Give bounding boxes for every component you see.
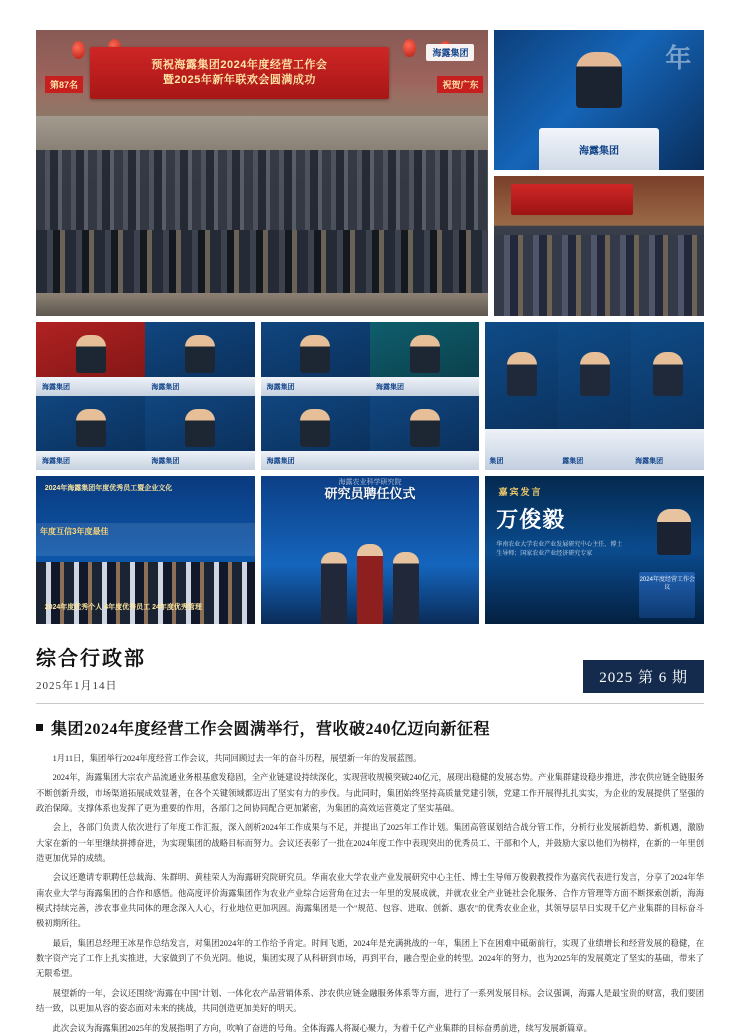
podium-label: 海露集团 <box>42 458 70 465</box>
person-figure <box>76 335 106 373</box>
speaker-figure <box>576 52 622 108</box>
photo-grid <box>36 30 704 624</box>
issue-badge: 2025 第 6 期 <box>583 660 704 693</box>
article-headline <box>36 716 704 739</box>
event-banner <box>90 47 388 98</box>
podium <box>36 451 145 470</box>
podium <box>261 377 370 396</box>
podium-logo-text: 海露集团 <box>579 145 619 157</box>
photo-guest-speech <box>485 476 704 624</box>
award-mid-text: 年度互信3年度最佳 <box>40 527 109 537</box>
lantern-icon <box>403 39 416 57</box>
photo-cell <box>558 322 631 470</box>
person-figure <box>393 552 419 624</box>
podium <box>261 451 370 470</box>
photo-left-badge: 第87名 <box>45 76 83 93</box>
person-figure <box>321 552 347 624</box>
podium-label: 集团 <box>489 458 504 465</box>
publish-date: 2025年1月14日 <box>36 680 118 692</box>
photo-panel-left <box>36 322 255 470</box>
person-figure <box>653 352 683 396</box>
podium-label: 海露集团 <box>266 458 295 465</box>
department-name: 综合行政部 <box>36 648 146 670</box>
article-paragraph: 会上，各部门负责人依次进行了年度工作汇报，深入剖析2024年工作成果与不足，并提出了2025年工作计划。集团高管谋划结合战分管工作，分析行业发展新趋势、新机遇，激励大家在新的一年里继续拼搏奋进，为实现集团的战略目标而努力。会议还表彰了一批在2024年度工作中表现突出的优秀员工、干部和个人，并鼓励大家以他们为榜样，在新的一年里创造更加优异的成绩。 <box>36 823 704 864</box>
photo-panel-middle <box>261 322 480 470</box>
article-paragraph: 1月11日，集团举行2024年度经营工作会议，共同回顾过去一年的奋斗历程，展望新一年的发展蓝图。 <box>52 754 422 763</box>
person-figure <box>410 409 440 447</box>
person-figure <box>300 335 330 373</box>
event-banner-line1: 预祝海露集团2024年度经营工作会 <box>151 59 328 72</box>
person-figure <box>76 409 106 447</box>
masthead-left <box>36 642 146 693</box>
podium <box>558 429 631 470</box>
masthead-divider <box>36 703 704 704</box>
ceremony-subtitle: 海露农业科学研究院 <box>338 479 402 487</box>
bullet-square-icon <box>36 724 43 731</box>
audience-seats <box>494 235 704 316</box>
podium <box>370 451 479 470</box>
event-banner-line2: 暨2025年新年联欢会圆满成功 <box>162 73 316 86</box>
photo-appointment-ceremony <box>261 476 480 624</box>
masthead <box>36 642 704 693</box>
podium <box>539 128 659 170</box>
podium <box>370 377 479 396</box>
photo-cell <box>485 322 558 470</box>
photo-row-1 <box>36 30 704 316</box>
person-figure <box>185 335 215 373</box>
photo-cell <box>261 322 370 396</box>
guest-name: 万俊毅 <box>496 506 566 532</box>
article-paragraph: 展望新的一年，会议还围绕"海露在中国"计划、一体化农产品营销体系、涉农供应链金融服务体系等方面，进行了一系列发展目标。会议强调，海露人是最宝贵的财富，我们要团结一致，以更加从容的姿态面对未来的挑战，共同创造更加美好的明天。 <box>36 988 704 1014</box>
podium-label: 2024年度经营工作会议 <box>639 572 695 618</box>
photo-speaker <box>494 30 704 170</box>
photo-cell <box>631 322 704 470</box>
award-bottom-text: 2024年度优秀个人 4年度优秀员工 24年度优秀管理 <box>44 604 202 612</box>
photo-cell <box>145 322 254 396</box>
person-figure <box>507 352 537 396</box>
article-paragraph: 此次会议为海露集团2025年的发展指明了方向，吹响了奋进的号角。全体海露人将凝心聚力，为着千亿产业集群的目标奋勇前进，续写发展新篇章。 <box>52 1023 592 1033</box>
podium <box>485 429 558 470</box>
photo-row-3 <box>36 476 704 624</box>
photo-award-ceremony <box>36 476 255 624</box>
podium <box>631 429 704 470</box>
person-figure <box>410 335 440 373</box>
photo-cell <box>36 396 145 470</box>
guest-tag: 嘉宾发言 <box>498 486 543 497</box>
person-figure <box>580 352 610 396</box>
ceremony-title: 研究员聘任仪式 <box>324 486 416 502</box>
podium-label: 海露集团 <box>42 384 70 391</box>
photo-cell <box>370 396 479 470</box>
stage-steps <box>36 293 488 316</box>
person-figure <box>357 544 383 624</box>
hall-banner <box>511 184 633 215</box>
podium <box>145 377 254 396</box>
article-paragraph: 2024年，海露集团大宗农产品流通业务根基愈发稳固，全产业链建设持续深化，实现营收规模突破240亿元，展现出稳健的发展态势。产业集群建设稳步推进，涉农供应链全链服务不断创新升级，市场渠道拓展成效显著，在各个关键领域都迈出了坚实有力的步伐。与此同时，集团始终坚持高质量党建引领，党建工作开展得扎扎实实，为企业的发展提供了坚强的政治保障。支撑体系也发挥了更为重要的作用，各部门之间协同配合更加紧密，为集团的高效运营奠定了坚实基础。 <box>36 773 704 814</box>
guest-description: 华南农业大学农业产业发展研究中心主任、博士生导师；国家农业产业经济研究专家 <box>496 542 623 558</box>
article-body <box>36 751 704 1036</box>
award-recipients <box>36 562 255 624</box>
ceremony-people <box>321 544 419 624</box>
backdrop-text: 年 <box>665 43 692 74</box>
photo-cell <box>36 322 145 396</box>
podium <box>36 377 145 396</box>
person-figure <box>300 409 330 447</box>
photo-right-badge: 祝贺广东 <box>437 76 483 93</box>
award-top-text: 2024年海露集团年度优秀员工暨企业文化 <box>44 485 173 493</box>
article-paragraph: 最后，集团总经理王冰星作总结发言，对集团2024年的工作给予肯定。时间飞逝，2024年是充满挑战的一年，集团上下在困难中砥砺前行，实现了业绩增长和经营发展的稳健，在数字资产完了工作上扎实推进，大家做到了不负光阴。他说，集团实现了从科研到市场，再到平台，融合型企业的转型。2024年的努力，也为2025年的发展奠定了坚实的基础，带来了无限希望。 <box>36 938 704 979</box>
article <box>36 716 704 1036</box>
photo-group-photo <box>36 30 488 316</box>
photo-panel-right <box>485 322 704 470</box>
podium-label: 露集团 <box>562 458 584 465</box>
photo-column-right <box>494 30 704 316</box>
article-paragraph: 会议还邀请专职聘任总裁海、朱群明、黄桂荣人为海露研究院研究员。华南农业大学农业产业发展研究中心主任、博士生导师万俊毅教授作为嘉宾代表进行发言，分享了2024年华南农业大学与海露集团的合作和感悟。他高度评价海露集团作为农业产业综合运营角在过去一年里的发展成就，并就农业全产业链社会化服务、合作方管理等方面不断探索创新，海海模式持续完善，涉农事业共同体的理念深入人心，行业地位更加巩固。海露集团是一个"规范、包容、进取、创新、惠农"的优秀农业企业，其领导层早日实现千亿产业集群的目标奋斗极初期所往。 <box>36 873 704 929</box>
company-logo: 海露集团 <box>426 44 474 61</box>
article-headline-text: 集团2024年度经营工作会圆满举行，营收破240亿迈向新征程 <box>51 721 491 738</box>
podium-label: 海露集团 <box>151 458 180 465</box>
award-mid-band <box>36 523 255 556</box>
podium-label: 海露集团 <box>151 384 180 391</box>
podium <box>145 451 254 470</box>
photo-row-2 <box>36 322 704 470</box>
person-figure <box>185 409 215 447</box>
photo-cell <box>145 396 254 470</box>
photo-cell <box>261 396 370 470</box>
person-figure <box>657 509 691 555</box>
podium-label: 海露集团 <box>376 384 405 391</box>
photo-audience <box>494 176 704 316</box>
photo-cell <box>370 322 479 396</box>
podium-label: 海露集团 <box>635 458 664 465</box>
podium-label: 海露集团 <box>266 384 295 391</box>
